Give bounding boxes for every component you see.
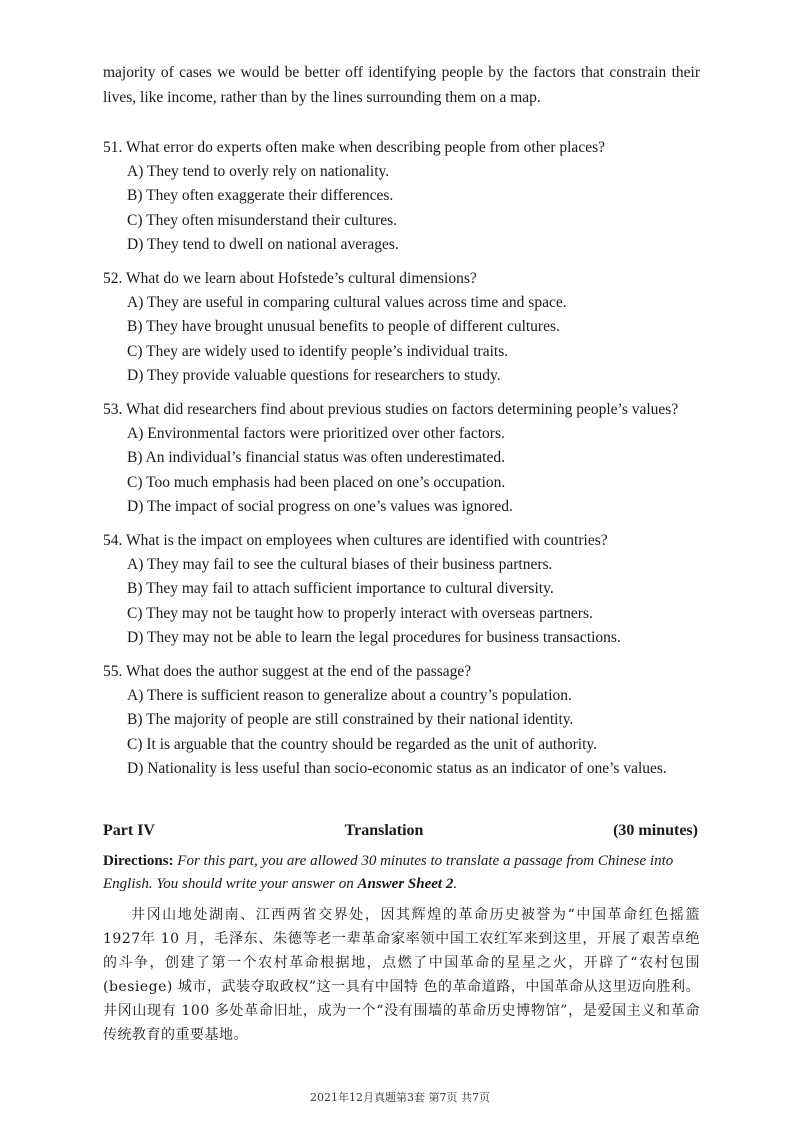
option-a: A) They may fail to see the cultural biases of their business partners. bbox=[127, 556, 553, 573]
answer-sheet-ref: Answer Sheet 2 bbox=[357, 876, 454, 892]
option-a: A) There is sufficient reason to generalize about a country’s population. bbox=[127, 687, 572, 704]
question-53 bbox=[103, 398, 703, 519]
question-stem: 53. What did researchers find about previous studies on factors determining people’s values? bbox=[103, 401, 679, 418]
question-52 bbox=[103, 267, 703, 388]
directions-label: Directions: bbox=[103, 853, 174, 869]
option-b: B) They often exaggerate their differences. bbox=[127, 187, 394, 205]
question-stem: 52. What do we learn about Hofstede’s cultural dimensions? bbox=[103, 270, 477, 287]
part-time: (30 minutes) bbox=[613, 822, 698, 839]
option-d: D) They provide valuable questions for researchers to study. bbox=[127, 366, 501, 384]
option-a: A) They are useful in comparing cultural values across time and space. bbox=[127, 294, 567, 311]
option-b: B) An individual’s financial status was often underestimated. bbox=[127, 449, 505, 467]
section-header bbox=[103, 822, 698, 840]
option-d: D) They may not be able to learn the legal procedures for business transactions. bbox=[127, 628, 621, 646]
option-d: D) Nationality is less useful than socio-economic status as an indicator of one’s values. bbox=[127, 759, 667, 777]
question-stem: 51. What error do experts often make when describing people from other places? bbox=[103, 139, 605, 156]
question-54 bbox=[103, 529, 703, 650]
option-c: C) They often misunderstand their cultures. bbox=[127, 211, 398, 229]
directions bbox=[103, 850, 700, 896]
option-d: D) They tend to dwell on national averages. bbox=[127, 235, 399, 253]
page-footer: 2021年12月真题第3套 第7页 共7页 bbox=[310, 1091, 490, 1104]
option-d: D) The impact of social progress on one’s values was ignored. bbox=[127, 497, 513, 515]
question-stem: 55. What does the author suggest at the end of the passage? bbox=[103, 663, 472, 680]
passage-ending: majority of cases we would be better off identifying people by the factors that constrain their lives, like income, rather than by the lines surrounding them on a map. bbox=[103, 64, 700, 106]
option-b: B) They have brought unusual benefits to people of different cultures. bbox=[127, 318, 560, 336]
translation-passage: 井冈山地处湖南、江西两省交界处，因其辉煌的革命历史被誉为“中国革命红色摇篮 1927年 10 月，毛泽东、朱德等老一辈革命家率领中国工农红军来到这里，开展了艰苦卓绝的斗争，创建了第一个农村革命根据地，点燃了中国革命的星星之火，开辟了“农村包围 (besiege) 城市，武装夺取政权”这一具有中国特 色的革命道路，中国革命从这里迈向胜利。井冈山现有 100 多处革命旧址，成为一个“没有围墙的革命历史博物馆”，是爱国主义和革命传统教育的重要基地。 bbox=[103, 907, 700, 1043]
option-c: C) They may not be taught how to properly interact with overseas partners. bbox=[127, 604, 593, 622]
option-c: C) Too much emphasis had been placed on one’s occupation. bbox=[127, 473, 506, 491]
directions-text: For this part, you are allowed 30 minutes to translate a passage from Chinese into English. You should write your answer on bbox=[103, 853, 674, 892]
option-a: A) Environmental factors were prioritized over other factors. bbox=[127, 425, 505, 442]
directions-end: . bbox=[453, 876, 458, 892]
option-b: B) The majority of people are still constrained by their national identity. bbox=[127, 711, 574, 729]
option-c: C) They are widely used to identify people’s individual traits. bbox=[127, 342, 509, 360]
question-51 bbox=[103, 136, 703, 257]
question-stem: 54. What is the impact on employees when cultures are identified with countries? bbox=[103, 532, 608, 549]
question-55 bbox=[103, 660, 703, 781]
option-c: C) It is arguable that the country should be regarded as the unit of authority. bbox=[127, 735, 598, 753]
part-label: Part IV bbox=[103, 822, 155, 839]
part-title: Translation bbox=[344, 822, 424, 839]
option-b: B) They may fail to attach sufficient importance to cultural diversity. bbox=[127, 580, 554, 598]
option-a: A) They tend to overly rely on nationality. bbox=[127, 163, 390, 180]
